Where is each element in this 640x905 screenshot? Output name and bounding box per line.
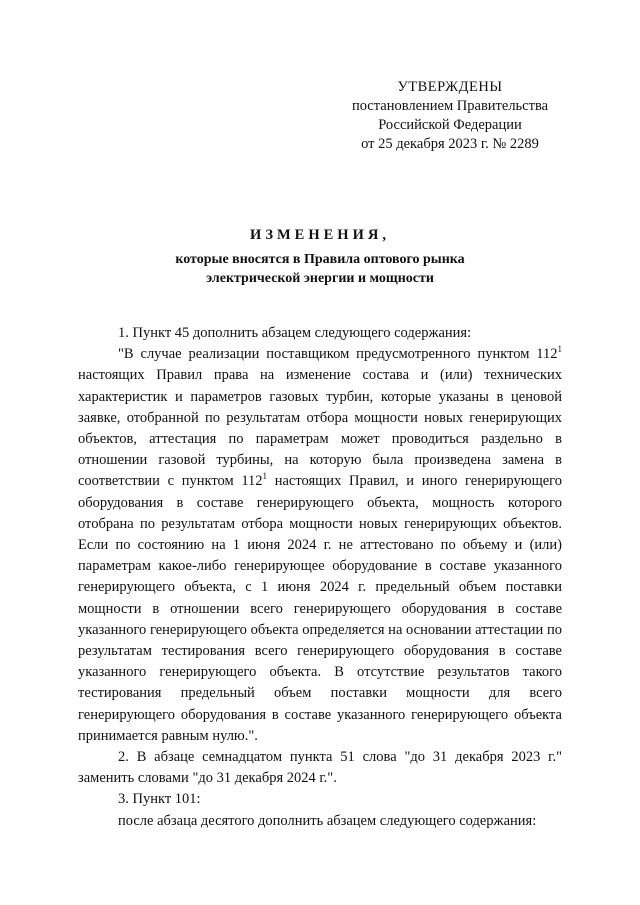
approval-line-3: от 25 декабря 2023 г. № 2289 (361, 136, 539, 152)
paragraph-2-part-c: настоящих Правил, и иного генерирующего оборудования в составе генерирующего объекта, мощность которого отобрана по результатам отбора мощности новых генерирующих объектов. Если по состоянию на 1 июня 2024 г. не аттестовано по объему и (или) параметрам какое-либо генерирующее оборудование в составе указанного генерирующего объекта, с 1 июня 2024 г. предельный объем поставки мощности в отношении всего генерирующего оборудования в составе указанного генерирующего объекта определяется на основании аттестации по результатам тестирования всего генерирующего оборудования в составе указанного генерирующего объекта. В отсутствие результатов такого тестирования предельный объем поставки мощности для всего генерирующего оборудования в составе указанного генерирующего объекта принимается равным нулю.". (78, 473, 563, 744)
superscript-1: 1 (557, 344, 562, 355)
paragraph-2-part-a: "В случае реализации поставщиком предусмотренного пунктом 112 (118, 346, 558, 363)
approval-line-2: Российской Федерации (378, 117, 522, 133)
approval-block (340, 78, 560, 154)
paragraph-3: 2. В абзаце семнадцатом пункта 51 слова "до 31 декабря 2023 г." заменить словами "до 31 декабря 2024 г.". (78, 749, 562, 787)
paragraph-4: 3. Пункт 101: (118, 791, 201, 808)
approval-title: УТВЕРЖДЕНЫ (397, 79, 503, 95)
paragraph-2 (78, 344, 562, 747)
paragraph-5: после абзаца десятого дополнить абзацем следующего содержания: (118, 812, 537, 829)
document-body (78, 323, 562, 832)
subtitle-line-2: электрической энергии и мощности (206, 271, 434, 286)
superscript-2: 1 (262, 471, 268, 482)
document-subtitle (140, 250, 500, 288)
approval-line-1: постановлением Правительства (351, 98, 549, 114)
document-title: ИЗМЕНЕНИЯ, (250, 227, 390, 243)
paragraph-2-part-b: настоящих Правил права на изменение состава и (или) технических характеристик и параметров газовых турбин, которые указаны в ценовой заявке, отобранной по результатам отбора мощности новых генерирующих объектов, аттестация по параметрам может проводиться раздельно в отношении газовой турбины, на которую была произведена замена в соответствии с пунктом 112 (78, 367, 562, 490)
paragraph-1: 1. Пункт 45 дополнить абзацем следующего содержания: (118, 325, 472, 341)
subtitle-line-1: которые вносятся в Правила оптового рынка (175, 252, 465, 267)
